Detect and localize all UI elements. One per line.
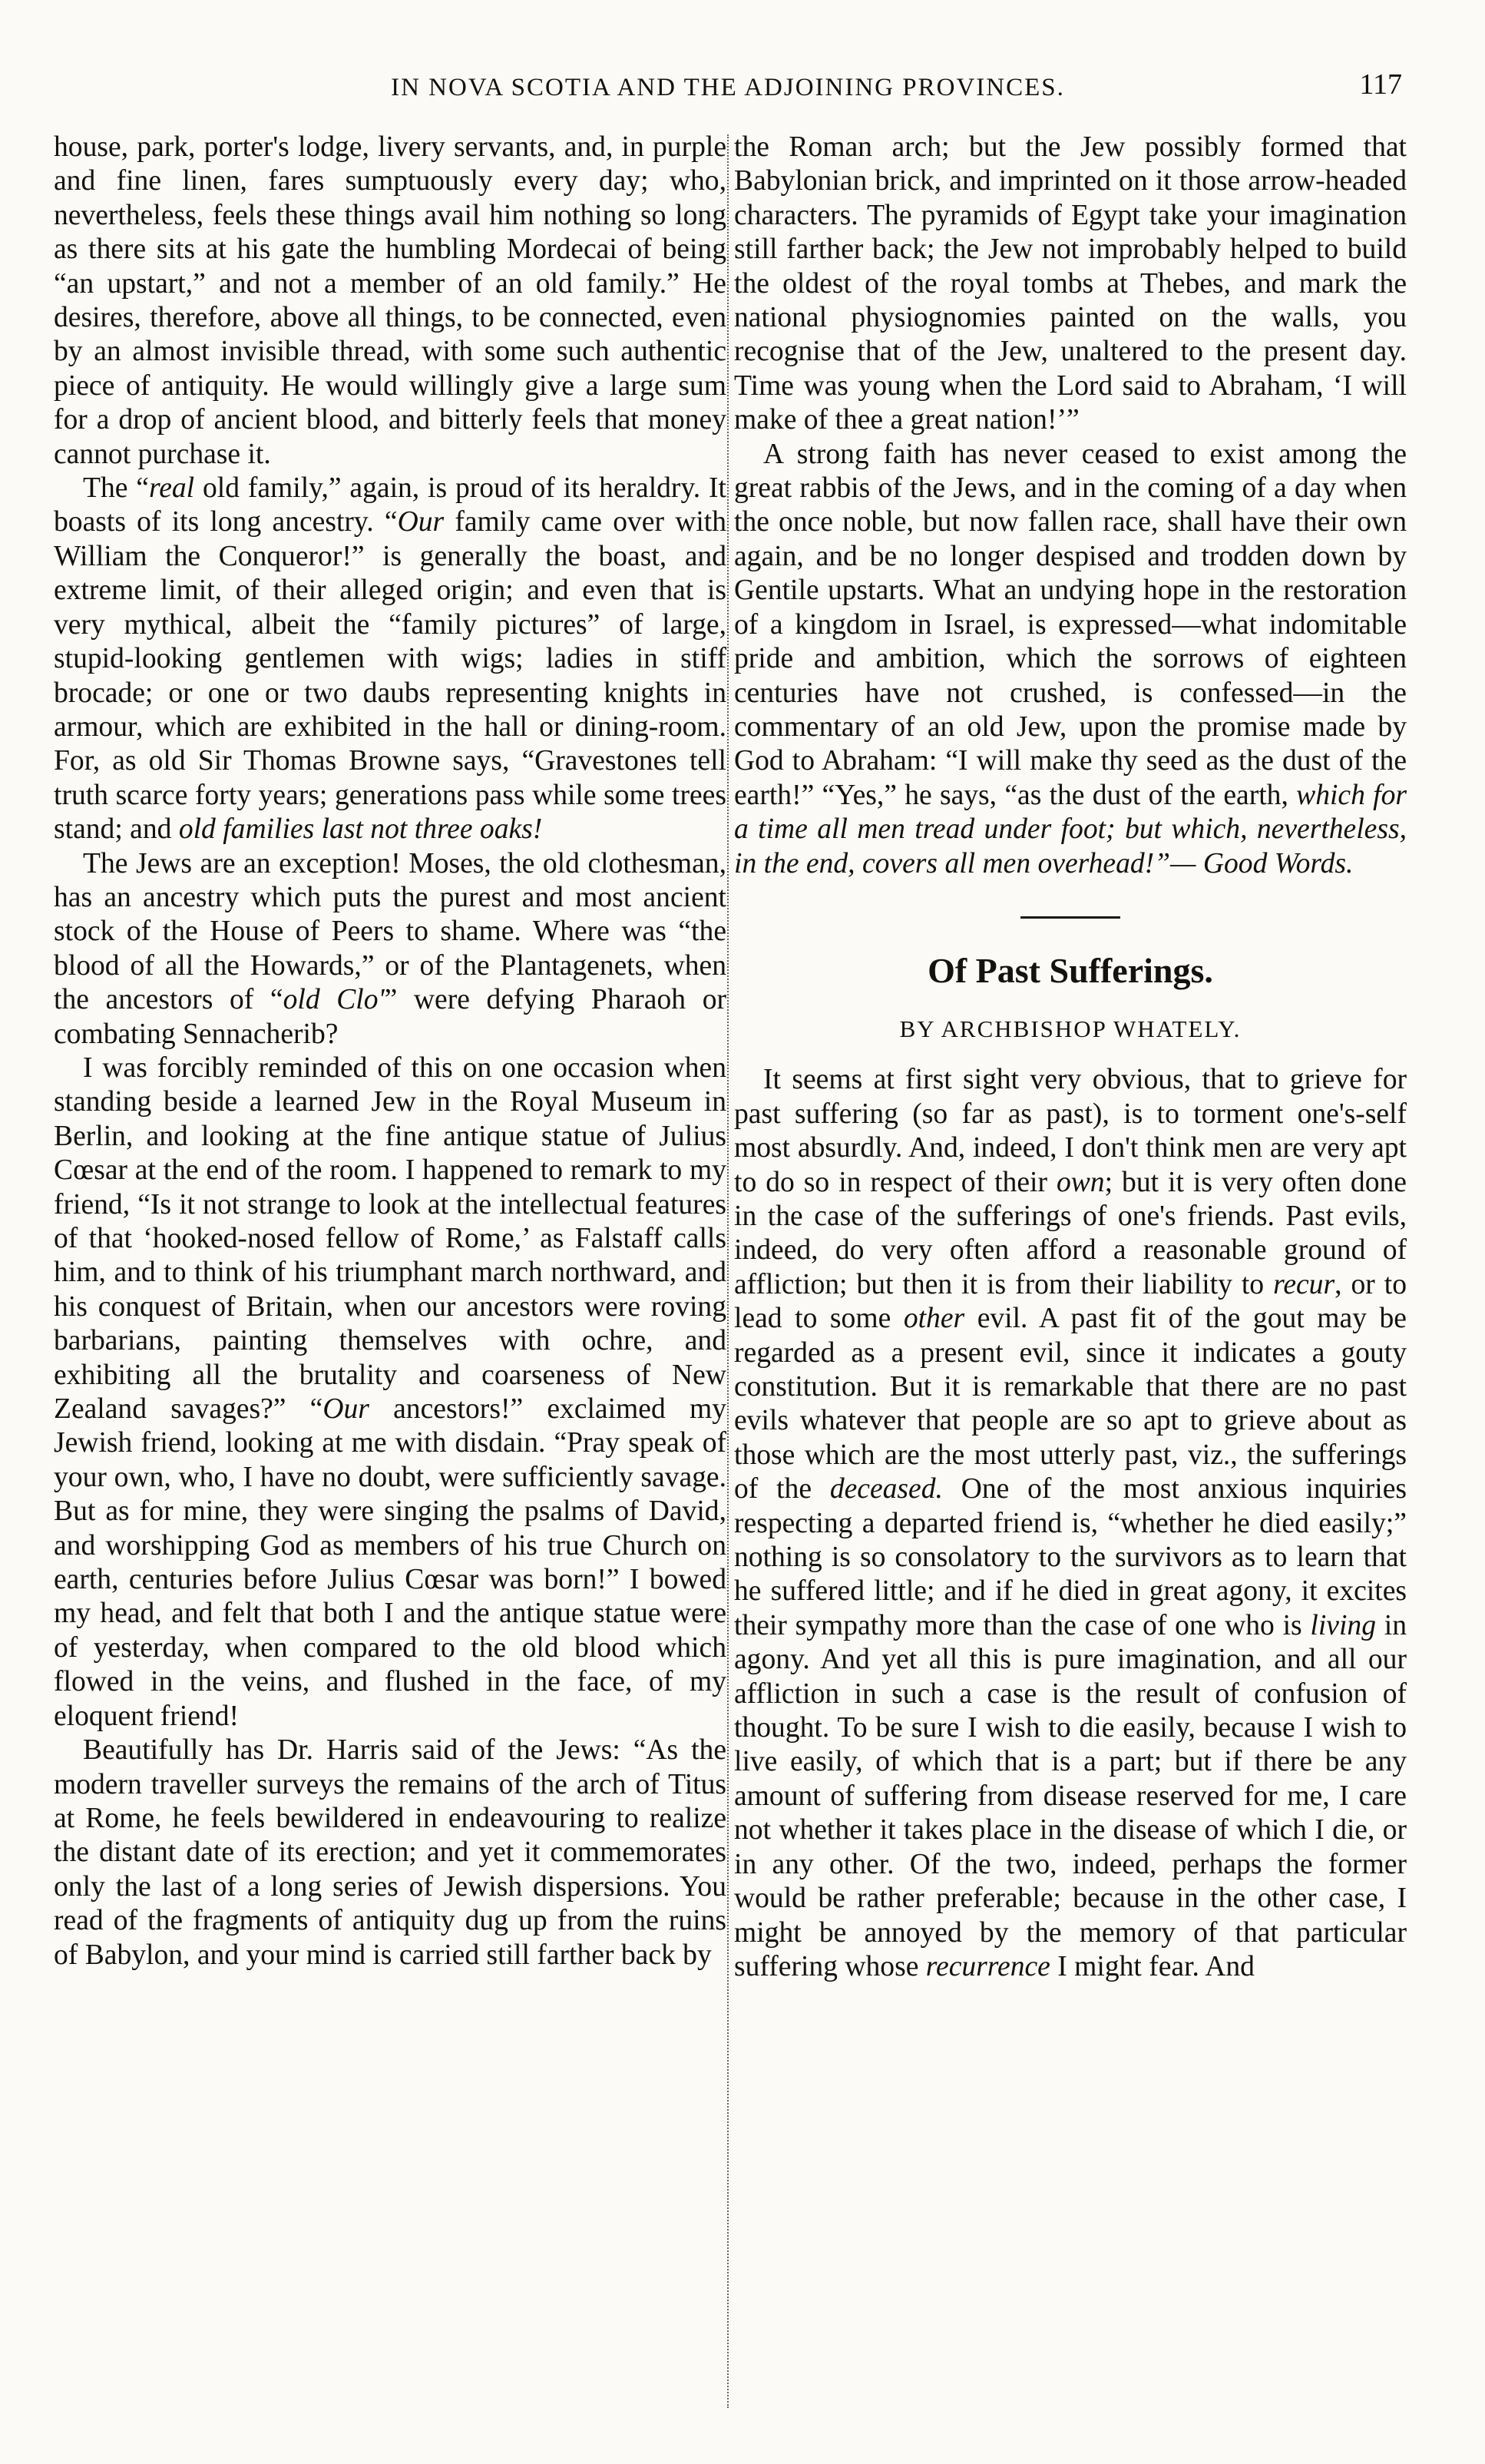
text-run: old family,” again, is proud of its heraldry. It boasts of its long ancestry. “ bbox=[54, 472, 726, 538]
italic-text: deceased. bbox=[829, 1473, 943, 1505]
page-number: 117 bbox=[1359, 68, 1402, 101]
italic-text: Our bbox=[397, 506, 445, 538]
italic-text: real bbox=[148, 472, 195, 505]
article-byline: BY ARCHBISHOP WHATELY. bbox=[899, 1015, 1242, 1042]
text-run: One of the most anxious inquiries respecting a departed friend is, “whether he died easily;” nothing is so consolatory to the survivors as to learn that he suffered little; and if he died in great agony, it excites their sympathy more than the case of one who is bbox=[734, 1473, 1407, 1641]
paragraph bbox=[54, 1052, 726, 1734]
italic-text: old Clo' bbox=[283, 984, 385, 1016]
paragraph-text: house, park, porter's lodge, livery servants, and, in purple and fine linen, fares sumptuously every day; who, nevertheless, feels these things avail him nothing so long as there sits at his gate the humbling Mordecai of being “an upstart,” and not a member of an old family.” He desires, therefore, above all things, to be connected, even by an almost invisible thread, with some such authentic piece of antiquity. He would willingly give a large sum for a drop of ancient blood, and bitterly feels that money cannot purchase it. bbox=[54, 131, 726, 470]
paragraph bbox=[734, 438, 1407, 881]
text-run: It seems at first sight very obvious, that to grieve for past suffering (so far as past), is to torment one's-self most absurdly. And, indeed, I don't think men are very apt to do so in respect of their bbox=[734, 1064, 1407, 1198]
italic-text: Our bbox=[322, 1393, 369, 1426]
text-run: family came over with William the Conqueror!” is generally the boast, and extreme limit, of their alleged origin; and even that is very mythical, albeit the “family pictures” of large, stupid-looking gentlemen with wigs; ladies in stiff brocade; or one or two daubs representing knights in armour, which are exhibited in the hall or dining-room. For, as old Sir Thomas Browne says, “Gravestones tell truth scarce forty years; generations pass while some trees stand; and bbox=[54, 506, 726, 846]
italic-text: other bbox=[903, 1303, 965, 1335]
text-run: evil. A past fit of the gout may be regarded as a present evil, since it indicates a gouty constitution. But it is remarkable that there are no past evils whatever that people are so apt to grieve about as those which are the most utterly past, viz., the sufferings of the bbox=[734, 1303, 1407, 1505]
section-separator bbox=[1020, 916, 1120, 919]
text-run: ; but it is very often done in the case of the sufferings of one's friends. Past evils, indeed, do very often afford a reasonable ground of affliction; but then it is from their liability to bbox=[734, 1166, 1407, 1300]
italic-text: old families last not three oaks! bbox=[178, 813, 543, 846]
text-run: the Roman arch; but the Jew possibly formed that Babylonian brick, and imprinted on it those arrow-headed characters. The pyramids of Egypt take your imagination still farther back; the Jew not improbably helped to build the oldest of the royal tombs at Thebes, and mark the national physiognomies painted on the walls, you recognise that of the Jew, unaltered to the present day. Time was young when the Lord said to Abraham, ‘I will make of thee a great nation!’” bbox=[734, 131, 1407, 436]
page-header bbox=[54, 68, 1402, 114]
text-run: in agony. And yet all this is pure imagination, and all our affliction in such a case is the result of confusion of thought. To be sure I wish to die easily, because I wish to live easily, of which that is a part; but if there be any amount of suffering from disease reserved for me, I care not whether it takes place in the disease of which I die, or in any other. Of the two, indeed, perhaps the former would be rather preferable; because in the other case, I might be annoyed by the memory of that particular suffering whose bbox=[734, 1609, 1407, 1982]
right-column bbox=[734, 131, 1407, 2404]
text-run: The “ bbox=[83, 472, 149, 505]
paragraph bbox=[54, 1734, 726, 1972]
text-run: I might fear. And bbox=[1050, 1950, 1255, 1982]
text-run: Beautifully has Dr. Harris said of the Jews: “As the modern traveller surveys the remains of the arch of Titus at Rome, he feels bewildered in endeavouring to realize the distant date of its erection; and yet it commemorates only the last of a long series of Jewish dispersions. You read of the fragments of antiquity dug up from the ruins of Babylon, and your mind is carried still farther back by bbox=[54, 1734, 726, 1971]
italic-text: which for a time all men tread under foot; but which, nevertheless, in the end, covers all men overhead!”— Good Words. bbox=[734, 779, 1407, 879]
italic-text: recurrence bbox=[925, 1950, 1050, 1982]
paragraph bbox=[54, 847, 726, 1052]
paragraph bbox=[54, 131, 726, 472]
paragraph bbox=[734, 131, 1407, 438]
running-head: IN NOVA SCOTIA AND THE ADJOINING PROVINCES. bbox=[391, 74, 1065, 101]
text-run: A strong faith has never ceased to exist among the great rabbis of the Jews, and in the coming of a day when the once noble, but now fallen race, shall have their own again, and be no longer despised and trodden down by Gentile upstarts. What an undying hope in the restoration of a kingdom in Israel, is expressed—what indomitable pride and ambition, which the sorrows of eighteen centuries have not crushed, is confessed—in the commentary of an old Jew, upon the promise made by God to Abraham: “I will make thy seed as the dust of the earth!” “Yes,” he says, “as the dust of the earth, bbox=[734, 438, 1407, 811]
text-run: The Jews are an exception! Moses, the old clothesman, has an ancestry which puts the purest and most ancient stock of the House of Peers to shame. Where was “the blood of all the Howards,” or of the Plantagenets, when the ancestors of “ bbox=[54, 847, 726, 1016]
text-run: ancestors!” exclaimed my Jewish friend, looking at me with disdain. “Pray speak of your own, who, I have no doubt, were sufficiently savage. But as for mine, they were singing the psalms of David, and worshipping God as members of his true Church on earth, centuries before Julius Cœsar was born!” I bowed my head, and felt that both I and the antique statue were of yesterday, when compared to the old blood which flowed in the veins, and flushed in the face, of my eloquent friend! bbox=[54, 1393, 726, 1732]
column-divider bbox=[727, 134, 729, 2408]
italic-text: own bbox=[1056, 1166, 1105, 1198]
paragraph bbox=[734, 1063, 1407, 1984]
left-column bbox=[54, 131, 726, 2404]
italic-text: living bbox=[1310, 1609, 1376, 1641]
text-run: ” were defying Pharaoh or combating Sennacherib? bbox=[54, 984, 726, 1050]
text-run: I was forcibly reminded of this on one occasion when standing beside a learned Jew in the Royal Museum in Berlin, and looking at the fine antique statue of Julius Cœsar at the end of the room. I happened to remark to my friend, “Is it not strange to look at the intellectual features of that ‘hooked-nosed fellow of Rome,’ as Falstaff calls him, and to think of his triumphant march northward, and his conquest of Britain, when our ancestors were roving barbarians, painting themselves with ochre, and exhibiting all the brutality and coarseness of New Zealand savages?” “ bbox=[54, 1052, 726, 1426]
text-run: , or to lead to some bbox=[734, 1268, 1407, 1335]
italic-text: recur bbox=[1273, 1268, 1335, 1300]
paragraph bbox=[54, 472, 726, 846]
article-title: Of Past Sufferings. bbox=[928, 950, 1213, 990]
